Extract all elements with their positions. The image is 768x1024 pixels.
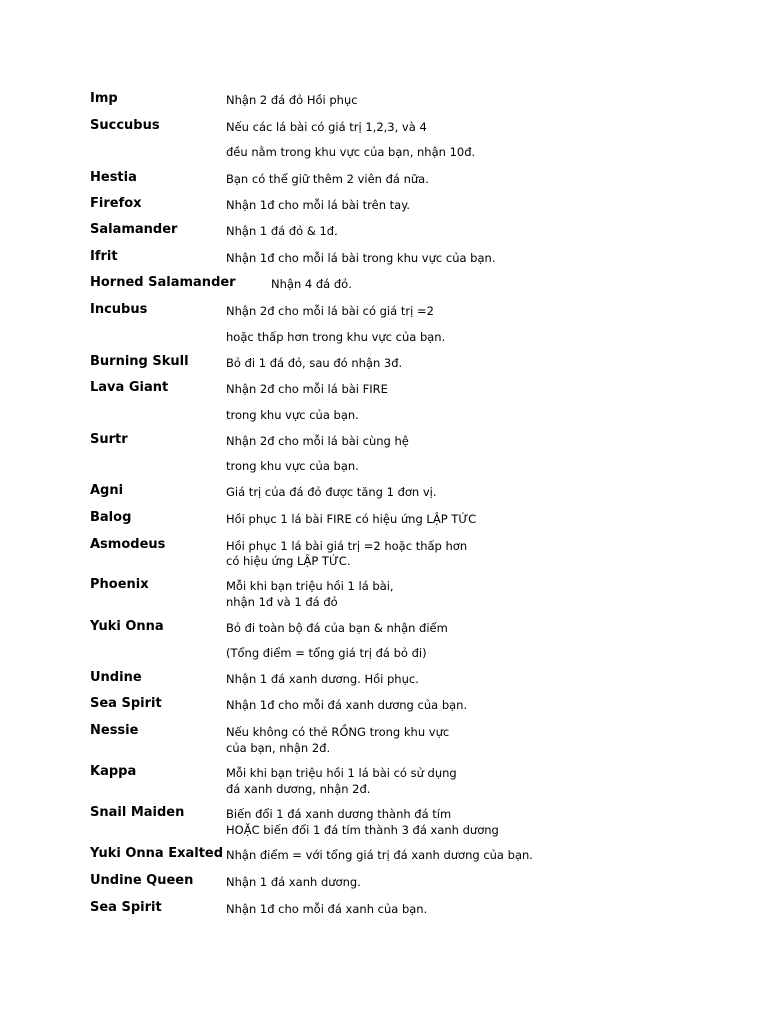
card-effect-line: Nhận 4 đá đỏ. [271,277,352,291]
card-name: Yuki Onna [90,619,164,634]
card-effect-line: Bỏ đi toàn bộ đá của bạn & nhận điểm [226,621,448,635]
card-name: Imp [90,91,118,106]
card-name: Kappa [90,764,137,779]
card-name: Surtr [90,432,128,447]
card-name: Snail Maiden [90,805,185,820]
card-name: Agni [90,483,124,498]
card-name: Balog [90,510,132,525]
card-effect-line: Nếu không có thẻ RỒNG trong khu vực [226,725,450,739]
card-effect-line: Nhận điểm = với tổng giá trị đá xanh dương của bạn. [226,848,533,862]
card-name: Firefox [90,196,142,211]
card-effect-line: Nhận 2 đá đỏ Hồi phục [226,93,358,107]
card-name: Hestia [90,170,137,185]
card-effect-line: Nhận 2đ cho mỗi lá bài FIRE [226,382,388,396]
card-name: Yuki Onna Exalted [90,846,224,861]
card-effect-line: trong khu vực của bạn. [226,408,359,422]
card-effect-line: Nhận 2đ cho mỗi lá bài có giá trị =2 [226,304,434,318]
card-effect-line: Hồi phục 1 lá bài giá trị =2 hoặc thấp hơn [226,539,468,553]
card-name: Undine [90,670,142,685]
card-effect-line: đều nằm trong khu vực của bạn, nhận 10đ. [226,145,476,159]
card-effect-line: HOẶC biến đổi 1 đá tím thành 3 đá xanh dương [226,823,499,837]
card-name: Incubus [90,302,148,317]
card-name: Sea Spirit [90,696,162,711]
card-name: Sea Spirit [90,900,162,915]
card-effect-line: Hồi phục 1 lá bài FIRE có hiệu ứng LẬP TỨC [226,512,477,526]
card-effect-line: Nhận 1đ cho mỗi đá xanh của bạn. [226,902,428,916]
card-effect-line: đá xanh dương, nhận 2đ. [226,782,371,796]
card-effect-line: Nhận 1đ cho mỗi lá bài trong khu vực của bạn. [226,251,496,265]
card-effect-line: Nhận 1 đá xanh dương. Hồi phục. [226,672,419,686]
card-effect-line: có hiệu ứng LẬP TỨC. [226,554,351,568]
card-name: Asmodeus [90,537,166,552]
card-name: Lava Giant [90,380,169,395]
card-effect-line: Bạn có thể giữ thêm 2 viên đá nữa. [226,172,429,186]
card-effect-line: Mỗi khi bạn triệu hồi 1 lá bài có sử dụng [226,766,457,780]
card-name: Salamander [90,222,178,237]
card-effect-line: Mỗi khi bạn triệu hồi 1 lá bài, [226,579,394,593]
card-effect-line: Nếu các lá bài có giá trị 1,2,3, và 4 [226,120,427,134]
card-effect-line: (Tổng điểm = tổng giá trị đá bỏ đi) [226,646,427,660]
card-effect-line: của bạn, nhận 2đ. [226,741,331,755]
card-name: Burning Skull [90,354,189,369]
card-name: Nessie [90,723,139,738]
card-name: Undine Queen [90,873,194,888]
card-effect-line: Nhận 2đ cho mỗi lá bài cùng hệ [226,434,409,448]
card-effect-line: Nhận 1đ cho mỗi đá xanh dương của bạn. [226,698,468,712]
card-effect-line: Nhận 1 đá xanh dương. [226,875,361,889]
card-effect-line: trong khu vực của bạn. [226,459,359,473]
card-effect-line: nhận 1đ và 1 đá đỏ [226,595,338,609]
card-effect-line: Nhận 1đ cho mỗi lá bài trên tay. [226,198,411,212]
card-name: Succubus [90,118,160,133]
card-effect-line: hoặc thấp hơn trong khu vực của bạn. [226,330,446,344]
card-name: Phoenix [90,577,149,592]
card-name: Ifrit [90,249,118,264]
card-effect-line: Biến đổi 1 đá xanh dương thành đá tím [226,807,452,821]
card-effect-line: Nhận 1 đá đỏ & 1đ. [226,224,338,238]
card-name: Horned Salamander [90,275,236,290]
card-effect-line: Bỏ đi 1 đá đỏ, sau đó nhận 3đ. [226,356,403,370]
card-effect-line: Giá trị của đá đỏ được tăng 1 đơn vị. [226,485,437,499]
